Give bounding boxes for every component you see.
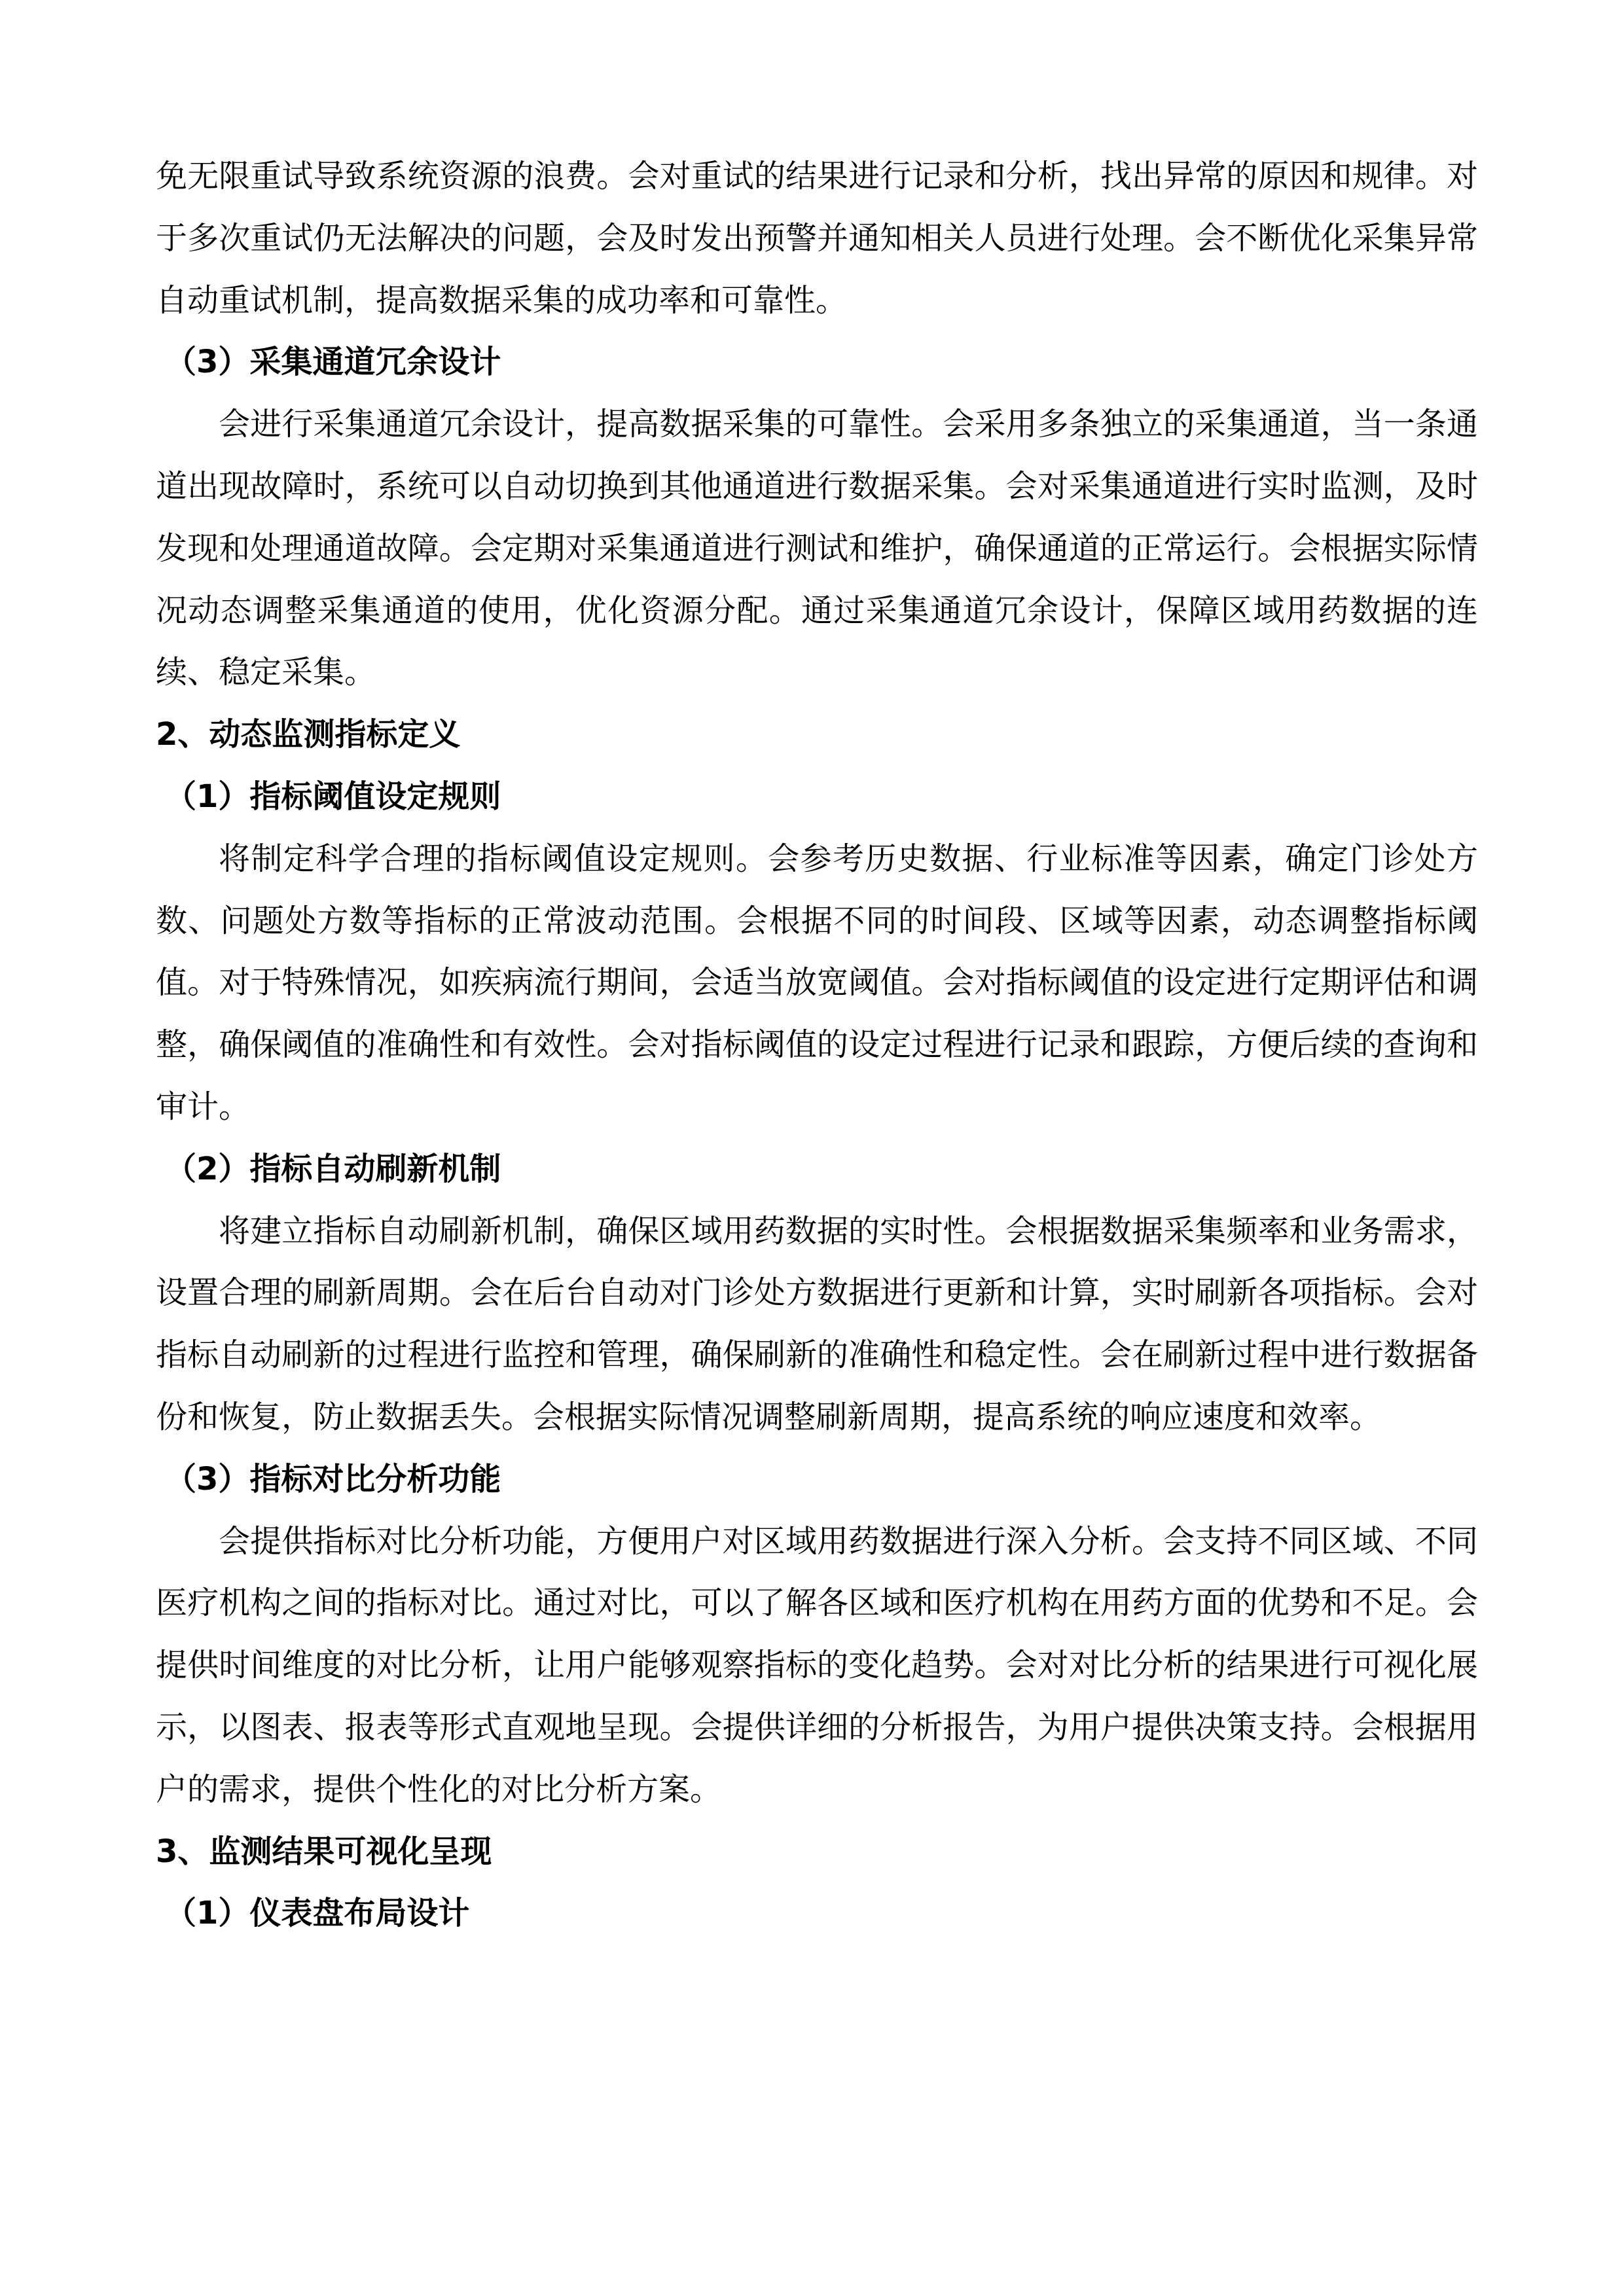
document-page: [156, 145, 1478, 1945]
section-heading: 3、监测结果可视化呈现: [156, 1833, 492, 1870]
subsection-heading: （1）仪表盘布局设计: [165, 1895, 470, 1932]
paragraph: 会进行采集通道冗余设计，提高数据采集的可靠性。会采用多条独立的采集通道，当一条通道出现故障时，系统可以自动切换到其他通道进行数据采集。会对采集通道进行实时监测，及时发现和处理通道故障。会定期对采集通道进行测试和维护，确保通道的正常运行。会根据实际情况动态调整采集通道的使用，优化资源分配。通过采集通道冗余设计，保障区域用药数据的连续、稳定采集。: [156, 406, 1478, 691]
paragraph: 将制定科学合理的指标阈值设定规则。会参考历史数据、行业标准等因素，确定门诊处方数、问题处方数等指标的正常波动范围。会根据不同的时间段、区域等因素，动态调整指标阈值。对于特殊情况，如疾病流行期间，会适当放宽阈值。会对指标阈值的设定进行定期评估和调整，确保阈值的准确性和有效性。会对指标阈值的设定过程进行记录和跟踪，方便后续的查询和审计。: [156, 840, 1478, 1125]
subsection-heading: （3）指标对比分析功能: [165, 1460, 501, 1498]
subsection-heading: （3）采集通道冗余设计: [165, 344, 501, 381]
paragraph: 免无限重试导致系统资源的浪费。会对重试的结果进行记录和分析，找出异常的原因和规律。对于多次重试仍无法解决的问题，会及时发出预警并通知相关人员进行处理。会不断优化采集异常自动重试机制，提高数据采集的成功率和可靠性。: [156, 158, 1478, 319]
subsection-heading: （2）指标自动刷新机制: [165, 1150, 501, 1187]
section-heading: 2、动态监测指标定义: [156, 716, 461, 753]
paragraph: 将建立指标自动刷新机制，确保区域用药数据的实时性。会根据数据采集频率和业务需求，设置合理的刷新周期。会在后台自动对门诊处方数据进行更新和计算，实时刷新各项指标。会对指标自动刷新的过程进行监控和管理，确保刷新的准确性和稳定性。会在刷新过程中进行数据备份和恢复，防止数据丢失。会根据实际情况调整刷新周期，提高系统的响应速度和效率。: [156, 1212, 1478, 1435]
paragraph: 会提供指标对比分析功能，方便用户对区域用药数据进行深入分析。会支持不同区域、不同医疗机构之间的指标对比。通过对比，可以了解各区域和医疗机构在用药方面的优势和不足。会提供时间维度的对比分析，让用户能够观察指标的变化趋势。会对对比分析的结果进行可视化展示，以图表、报表等形式直观地呈现。会提供详细的分析报告，为用户提供决策支持。会根据用户的需求，提供个性化的对比分析方案。: [156, 1522, 1478, 1808]
subsection-heading: （1）指标阈值设定规则: [165, 778, 501, 815]
